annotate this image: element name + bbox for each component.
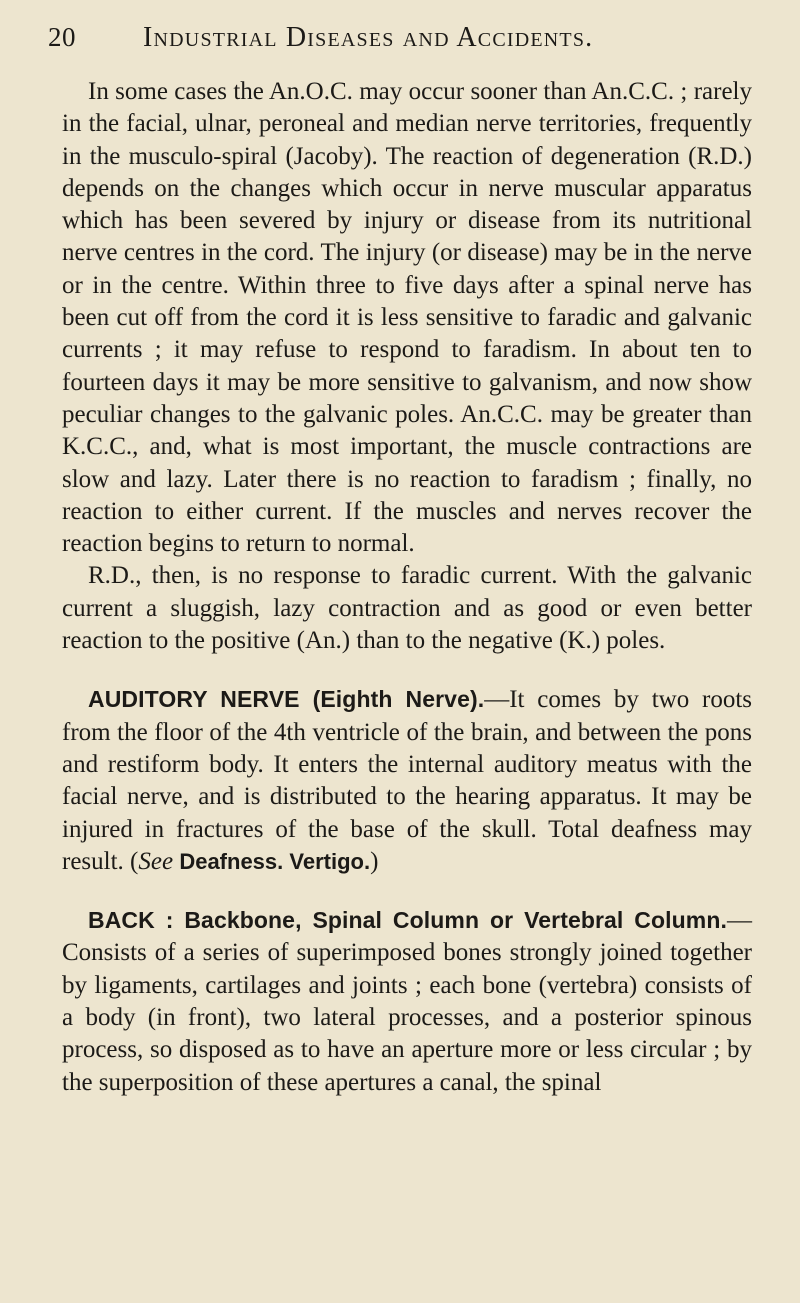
see-label: See: [138, 847, 174, 875]
entry-heading-auditory-nerve: AUDITORY NERVE (Eighth Nerve).: [88, 686, 485, 713]
entry-heading-back: BACK : Backbone, Spinal Column or Vertebral Column.: [88, 907, 727, 934]
running-title: Industrial Diseases and Accidents.: [143, 22, 594, 53]
body-text: [62, 76, 752, 1099]
cross-reference: Deafness. Vertigo.: [179, 848, 371, 874]
page-number: 20: [48, 22, 76, 52]
paragraph-rd-summary: R.D., then, is no response to faradic current. With the galvanic current a sluggish, lazy contraction and as good or even better reaction to the positive (An.) than to the negative (K.) poles.: [62, 562, 752, 655]
paragraph-reaction-of-degeneration: In some cases the An.O.C. may occur sooner than An.C.C. ; rarely in the facial, ulnar, peroneal and median nerve territories, frequently in the musculo-spiral (Jacoby). The reaction of degeneration (R.D.) depends on the changes which occur in nerve muscular apparatus which has been severed by injury or disease from its nutritional nerve centres in the cord. The injury (or disease) may be in the nerve or in the centre. Within three to five days after a spinal nerve has been cut off from the cord it is less sensitive to faradic and galvanic currents ; it may refuse to respond to faradism. In about ten to fourteen days it may be more sensitive to galvanism, and now show peculiar changes to the galvanic poles. An.C.C. may be greater than K.C.C., and, what is most important, the muscle contractions are slow and lazy. Later there is no reaction to faradism ; finally, no reaction to either current. If the muscles and nerves recover the reaction begins to return to normal.: [62, 78, 752, 558]
see-close-paren: ): [370, 847, 379, 875]
see-open-paren: (: [123, 847, 139, 875]
running-header: [48, 22, 760, 56]
entry-text-auditory-nerve: —It comes by two roots from the floor of the 4th ventricle of the brain, and between the pons and restiform body. It enters the internal auditory meatus with the facial nerve, and is distributed to the hearing apparatus. It may be injured in fractures of the base of the skull. Total deafness may result.: [62, 686, 752, 875]
entry-back: [62, 904, 752, 1099]
entry-auditory-nerve: [62, 683, 752, 878]
entry-text-back: —Consists of a series of superimposed bones strongly joined together by ligaments, cartilages and joints ; each bone (vertebra) consists of a body (in front), two lateral processes, and a posterior spinous process, so disposed as to have an aperture more or less circular ; by the superposition of these apertures a canal, the spinal: [62, 907, 752, 1096]
